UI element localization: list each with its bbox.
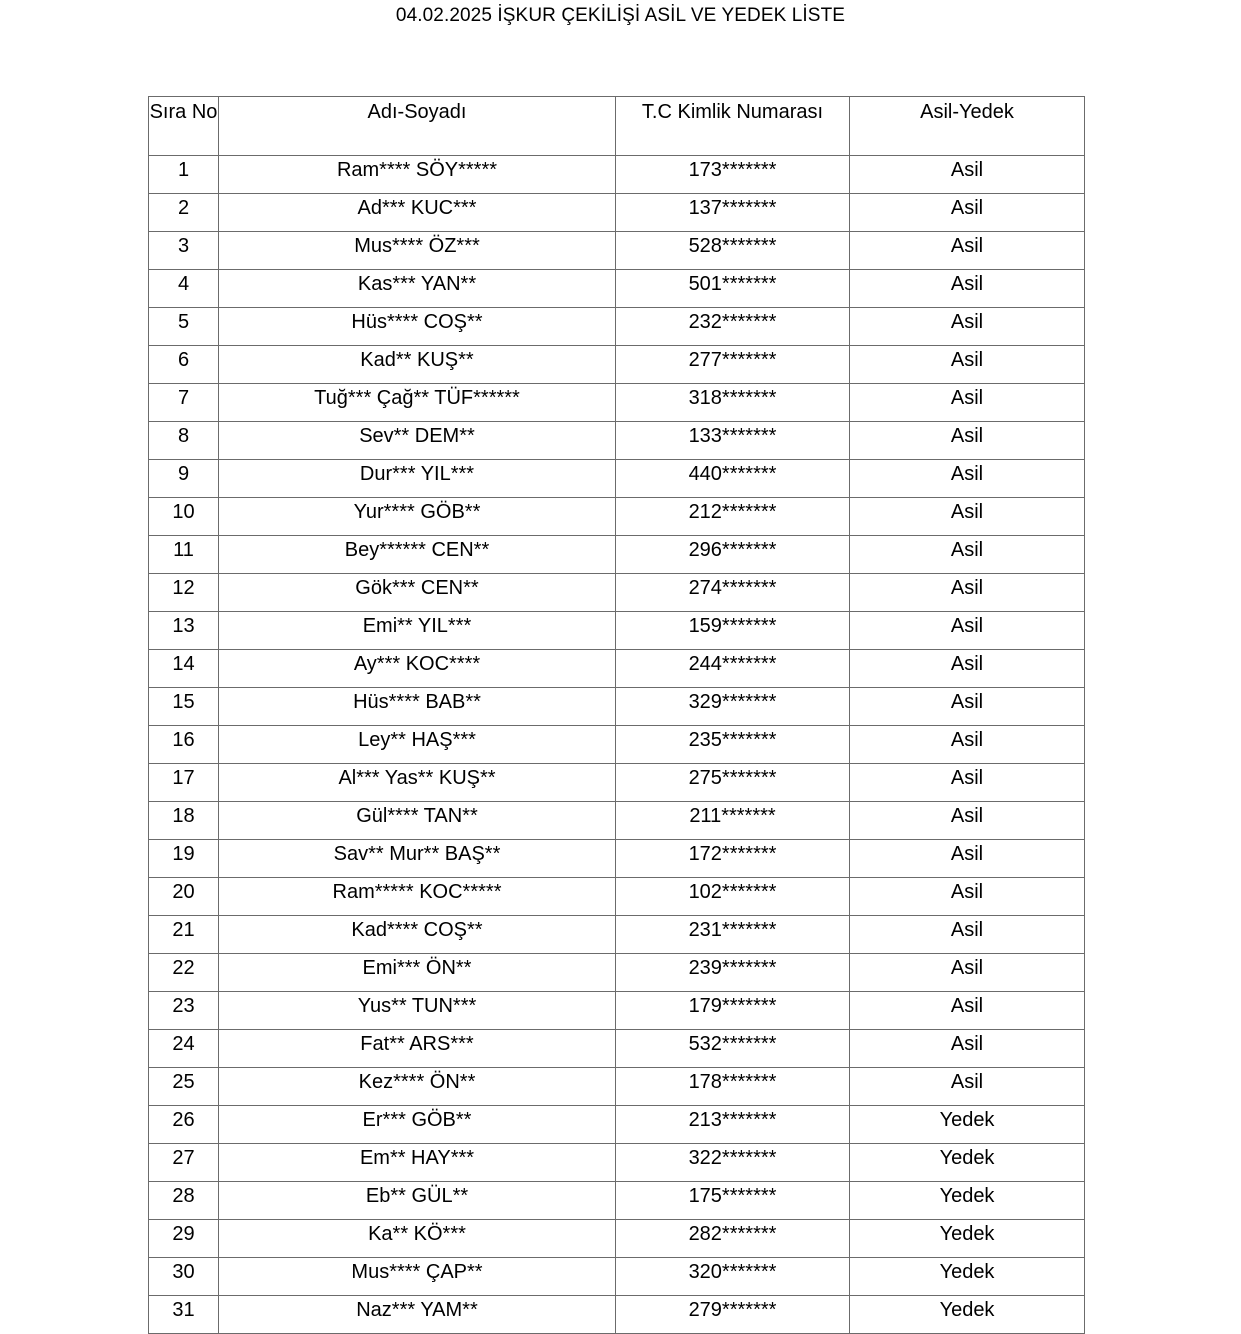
person-name: Sev** DEM** (219, 422, 616, 460)
tc-number: 296******* (616, 536, 850, 574)
table-row (149, 1144, 1085, 1182)
person-name: Yus** TUN*** (219, 992, 616, 1030)
person-name: Tuğ*** Çağ** TÜF****** (219, 384, 616, 422)
row-number: 29 (149, 1220, 219, 1258)
row-number: 12 (149, 574, 219, 612)
table-row (149, 612, 1085, 650)
tc-number: 159******* (616, 612, 850, 650)
row-number: 27 (149, 1144, 219, 1182)
tc-number: 274******* (616, 574, 850, 612)
status-cell: Yedek (850, 1220, 1085, 1258)
tc-number: 232******* (616, 308, 850, 346)
tc-number: 279******* (616, 1296, 850, 1334)
row-number: 26 (149, 1106, 219, 1144)
tc-number: 320******* (616, 1258, 850, 1296)
status-cell: Asil (850, 688, 1085, 726)
tc-number: 211******* (616, 802, 850, 840)
row-number: 15 (149, 688, 219, 726)
table-row (149, 650, 1085, 688)
table-row (149, 1068, 1085, 1106)
status-cell: Yedek (850, 1182, 1085, 1220)
status-cell: Asil (850, 232, 1085, 270)
tc-number: 133******* (616, 422, 850, 460)
person-name: Hüs**** COŞ** (219, 308, 616, 346)
person-name: Dur*** YIL*** (219, 460, 616, 498)
person-name: Gök*** CEN** (219, 574, 616, 612)
status-cell: Asil (850, 270, 1085, 308)
row-number: 11 (149, 536, 219, 574)
table-row (149, 574, 1085, 612)
table-header-row (149, 97, 1085, 156)
row-number: 25 (149, 1068, 219, 1106)
person-name: Al*** Yas** KUŞ** (219, 764, 616, 802)
results-table (148, 96, 1085, 1334)
status-cell: Asil (850, 346, 1085, 384)
person-name: Ka** KÖ*** (219, 1220, 616, 1258)
row-number: 23 (149, 992, 219, 1030)
status-cell: Yedek (850, 1258, 1085, 1296)
table-body (149, 156, 1085, 1334)
person-name: Ram**** SÖY***** (219, 156, 616, 194)
table-row (149, 1258, 1085, 1296)
status-cell: Yedek (850, 1144, 1085, 1182)
table-row (149, 270, 1085, 308)
table-row (149, 156, 1085, 194)
table-row (149, 346, 1085, 384)
tc-number: 178******* (616, 1068, 850, 1106)
table-row (149, 384, 1085, 422)
tc-number: 179******* (616, 992, 850, 1030)
status-cell: Asil (850, 954, 1085, 992)
row-number: 3 (149, 232, 219, 270)
tc-number: 322******* (616, 1144, 850, 1182)
tc-number: 173******* (616, 156, 850, 194)
person-name: Bey****** CEN** (219, 536, 616, 574)
tc-number: 532******* (616, 1030, 850, 1068)
tc-number: 501******* (616, 270, 850, 308)
row-number: 17 (149, 764, 219, 802)
table-row (149, 1030, 1085, 1068)
person-name: Yur**** GÖB** (219, 498, 616, 536)
row-number: 31 (149, 1296, 219, 1334)
status-cell: Asil (850, 650, 1085, 688)
table-row (149, 954, 1085, 992)
person-name: Emi** YIL*** (219, 612, 616, 650)
tc-number: 102******* (616, 878, 850, 916)
row-number: 7 (149, 384, 219, 422)
row-number: 18 (149, 802, 219, 840)
tc-number: 175******* (616, 1182, 850, 1220)
person-name: Kad**** COŞ** (219, 916, 616, 954)
row-number: 9 (149, 460, 219, 498)
header-no: Sıra No (149, 97, 219, 156)
table-row (149, 840, 1085, 878)
status-cell: Asil (850, 574, 1085, 612)
row-number: 24 (149, 1030, 219, 1068)
row-number: 21 (149, 916, 219, 954)
person-name: Ram***** KOC***** (219, 878, 616, 916)
tc-number: 213******* (616, 1106, 850, 1144)
tc-number: 318******* (616, 384, 850, 422)
person-name: Kez**** ÖN** (219, 1068, 616, 1106)
table-row (149, 992, 1085, 1030)
row-number: 13 (149, 612, 219, 650)
row-number: 6 (149, 346, 219, 384)
person-name: Eb** GÜL** (219, 1182, 616, 1220)
table-row (149, 802, 1085, 840)
table-row (149, 764, 1085, 802)
person-name: Er*** GÖB** (219, 1106, 616, 1144)
table-row (149, 1106, 1085, 1144)
tc-number: 244******* (616, 650, 850, 688)
person-name: Naz*** YAM** (219, 1296, 616, 1334)
status-cell: Asil (850, 422, 1085, 460)
row-number: 19 (149, 840, 219, 878)
table-row (149, 1220, 1085, 1258)
person-name: Ley** HAŞ*** (219, 726, 616, 764)
row-number: 20 (149, 878, 219, 916)
tc-number: 212******* (616, 498, 850, 536)
header-status: Asil-Yedek (850, 97, 1085, 156)
person-name: Fat** ARS*** (219, 1030, 616, 1068)
table-row (149, 726, 1085, 764)
person-name: Gül**** TAN** (219, 802, 616, 840)
table-row (149, 460, 1085, 498)
table-row (149, 878, 1085, 916)
person-name: Ay*** KOC**** (219, 650, 616, 688)
status-cell: Asil (850, 916, 1085, 954)
person-name: Kas*** YAN** (219, 270, 616, 308)
status-cell: Asil (850, 498, 1085, 536)
table-row (149, 1182, 1085, 1220)
status-cell: Asil (850, 384, 1085, 422)
person-name: Ad*** KUC*** (219, 194, 616, 232)
tc-number: 231******* (616, 916, 850, 954)
tc-number: 239******* (616, 954, 850, 992)
header-name: Adı-Soyadı (219, 97, 616, 156)
row-number: 1 (149, 156, 219, 194)
status-cell: Asil (850, 878, 1085, 916)
row-number: 10 (149, 498, 219, 536)
person-name: Sav** Mur** BAŞ** (219, 840, 616, 878)
status-cell: Asil (850, 802, 1085, 840)
person-name: Kad** KUŞ** (219, 346, 616, 384)
header-tc: T.C Kimlik Numarası (616, 97, 850, 156)
table-row (149, 536, 1085, 574)
status-cell: Asil (850, 1068, 1085, 1106)
status-cell: Asil (850, 726, 1085, 764)
status-cell: Asil (850, 840, 1085, 878)
person-name: Hüs**** BAB** (219, 688, 616, 726)
status-cell: Asil (850, 992, 1085, 1030)
tc-number: 275******* (616, 764, 850, 802)
tc-number: 440******* (616, 460, 850, 498)
status-cell: Yedek (850, 1296, 1085, 1334)
table-row (149, 1296, 1085, 1334)
table-row (149, 916, 1085, 954)
person-name: Mus**** ÇAP** (219, 1258, 616, 1296)
tc-number: 172******* (616, 840, 850, 878)
page-title: 04.02.2025 İŞKUR ÇEKİLİŞİ ASİL VE YEDEK LİSTE (395, 5, 846, 26)
status-cell: Asil (850, 1030, 1085, 1068)
tc-number: 235******* (616, 726, 850, 764)
row-number: 5 (149, 308, 219, 346)
status-cell: Asil (850, 612, 1085, 650)
row-number: 28 (149, 1182, 219, 1220)
row-number: 22 (149, 954, 219, 992)
row-number: 16 (149, 726, 219, 764)
row-number: 14 (149, 650, 219, 688)
tc-number: 528******* (616, 232, 850, 270)
row-number: 2 (149, 194, 219, 232)
tc-number: 277******* (616, 346, 850, 384)
table-row (149, 232, 1085, 270)
status-cell: Asil (850, 536, 1085, 574)
status-cell: Yedek (850, 1106, 1085, 1144)
status-cell: Asil (850, 764, 1085, 802)
status-cell: Asil (850, 460, 1085, 498)
table-row (149, 422, 1085, 460)
person-name: Em** HAY*** (219, 1144, 616, 1182)
tc-number: 137******* (616, 194, 850, 232)
table-row (149, 308, 1085, 346)
tc-number: 329******* (616, 688, 850, 726)
person-name: Mus**** ÖZ*** (219, 232, 616, 270)
table-row (149, 688, 1085, 726)
tc-number: 282******* (616, 1220, 850, 1258)
status-cell: Asil (850, 156, 1085, 194)
row-number: 30 (149, 1258, 219, 1296)
person-name: Emi*** ÖN** (219, 954, 616, 992)
table-row (149, 194, 1085, 232)
row-number: 8 (149, 422, 219, 460)
status-cell: Asil (850, 308, 1085, 346)
row-number: 4 (149, 270, 219, 308)
table-row (149, 498, 1085, 536)
status-cell: Asil (850, 194, 1085, 232)
